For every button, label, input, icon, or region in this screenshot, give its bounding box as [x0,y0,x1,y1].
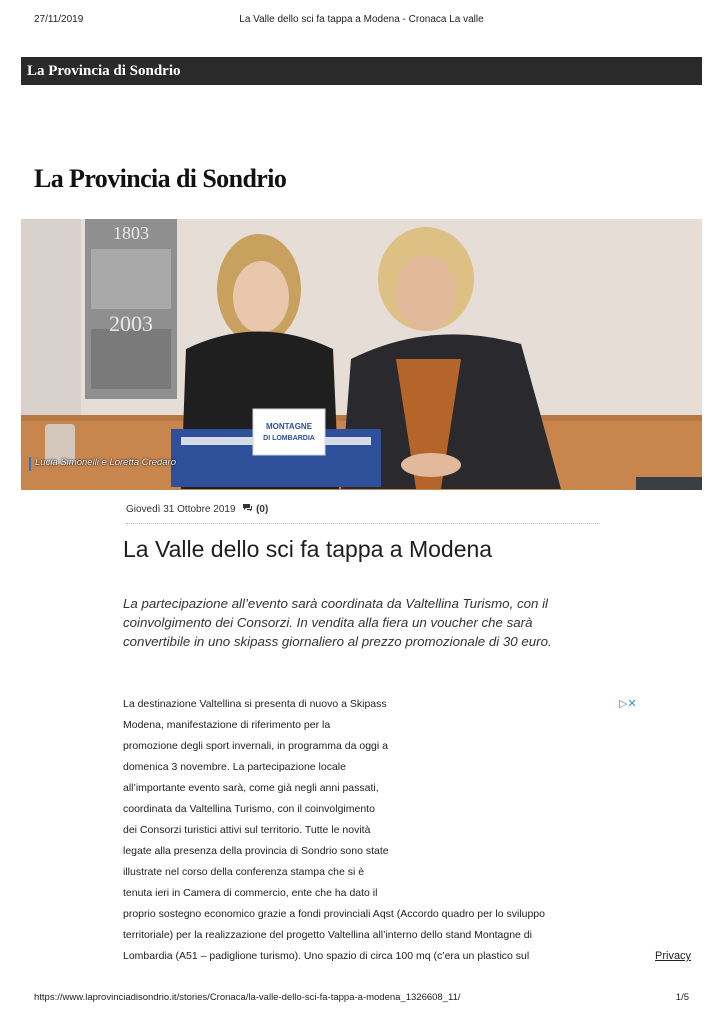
body-line: proprio sostegno economico grazie a fondi provinciali Aqst (Accordo quadro per lo sviluppo [123,908,545,920]
article-meta [126,503,600,524]
body-line: coordinata da Valtellina Turismo, con il coinvolgimento [123,803,375,815]
print-page-number: 1/5 [675,992,689,1003]
comments-link[interactable] [242,504,268,515]
print-title: La Valle dello sci fa tappa a Modena - Cronaca La valle [239,14,484,25]
hero-photo [21,219,702,490]
body-line: legate alla presenza della provincia di Sondrio sono state [123,845,389,857]
summary-line: convertibile in uno skipass giornaliero al prezzo promozionale di 30 euro. [123,634,552,649]
comments-count: (0) [256,504,269,515]
summary-line: coinvolgimento dei Consorzi. In vendita alla fiera un voucher che sarà [123,615,533,630]
summary-line: La partecipazione all’evento sarà coordinata da Valtellina Turismo, con il [123,596,549,611]
body-line: dei Consorzi turistici attivi sul territorio. Tutte le novità [123,824,371,836]
article-body [123,694,643,967]
print-date: 27/11/2019 [34,14,84,25]
article-title: La Valle dello sci fa tappa a Modena [123,536,493,562]
body-line: tenuta ieri in Camera di commercio, ente che ha dato il [123,887,378,899]
body-line: domenica 3 novembre. La partecipazione locale [123,761,346,773]
body-line: all’importante evento sarà, come già negli anni passati, [123,782,379,794]
body-line: Lombardia (A51 – padiglione turismo). Uno spazio di circa 100 mq (c’era un plastico sul [123,950,530,962]
print-url: https://www.laprovinciadisondrio.it/stories/Cronaca/la-valle-dello-sci-fa-tappa-a-modena_1326608_11/ [34,992,461,1003]
article-summary [123,594,603,651]
print-footer [0,992,723,1006]
body-line: Modena, manifestazione di riferimento per la [123,719,331,731]
comments-icon [242,504,256,515]
ad-choices-icon[interactable]: ▷✕ [619,698,637,710]
poster-year-top: 1803 [113,223,149,243]
body-line: La destinazione Valtellina si presenta di nuovo a Skipass [123,698,387,710]
model-label-2: DI LOMBARDIA [263,435,315,442]
privacy-link[interactable]: Privacy [655,950,692,962]
hero-photo-illustration [21,219,702,490]
body-line: promozione degli sport invernali, in programma da oggi a [123,740,388,752]
model-label-1: MONTAGNE [265,422,313,431]
photo-caption: Lucia Simonelli e Loretta Credaro [29,457,176,471]
site-masthead[interactable]: La Provincia di Sondrio [34,164,287,193]
print-header [0,14,723,28]
poster-year-bottom: 2003 [109,311,153,336]
site-top-bar [21,57,702,85]
body-line: illustrate nel corso della conferenza stampa che si è [123,866,365,878]
body-line: territoriale) per la realizzazione del progetto Valtellina all’interno dello stand Montagne di [123,929,532,941]
site-logo-small[interactable]: La Provincia di Sondrio [27,63,181,79]
article-date: Giovedì 31 Ottobre 2019 [126,504,236,515]
